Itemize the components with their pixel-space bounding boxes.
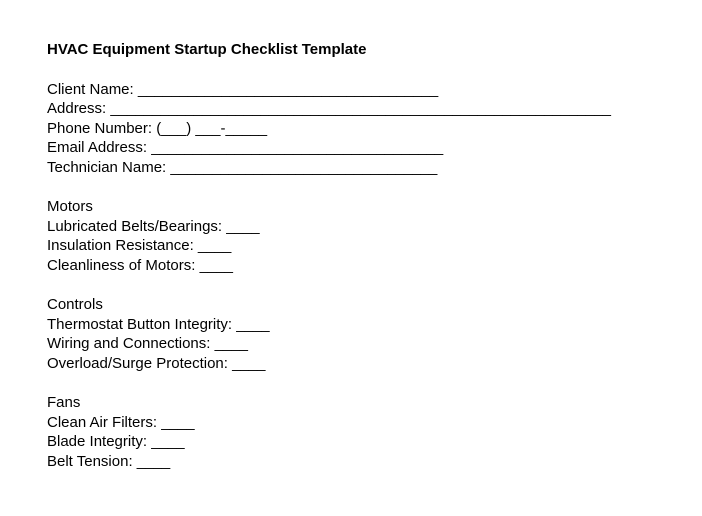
field-row-email-address [47,138,672,158]
contact-fields [47,80,672,178]
checklist-item-label: Thermostat Button Integrity: [47,315,233,333]
section-controls [47,295,672,373]
checklist-item-blank: ____ [151,433,185,450]
field-label-phone-number: Phone Number: [47,119,153,137]
checklist-item-blank: ____ [236,315,270,333]
section-motors [47,197,672,275]
checklist-item [47,256,672,276]
checklist-item-blank: ____ [197,237,232,254]
checklist-item-blank: ____ [161,413,195,431]
checklist-item-blank: ____ [214,335,248,352]
checklist-item [47,452,672,472]
field-blank-client-name: ____________________________________ [137,80,439,98]
checklist-item-blank: ____ [226,217,260,235]
checklist-item-blank: ____ [232,354,266,372]
section-heading-fans: Fans [47,394,81,411]
field-label-technician-name: Technician Name: [47,158,167,176]
checklist-item-label: Cleanliness of Motors: [47,256,196,274]
document-title: HVAC Equipment Startup Checklist Template [47,41,367,58]
checklist-item-label: Overload/Surge Protection: [47,354,228,372]
field-label-client-name: Client Name: [47,80,134,98]
checklist-item-label: Wiring and Connections: [47,335,211,352]
field-row-phone-number [47,119,672,139]
checklist-item-label: Clean Air Filters: [47,413,158,431]
checklist-item-label: Lubricated Belts/Bearings: [47,217,223,235]
checklist-item [47,315,672,335]
field-label-address: Address: [47,100,107,117]
field-blank-email-address: ___________________________________ [151,139,444,156]
field-blank-technician-name: ________________________________ [170,158,438,176]
section-heading-motors: Motors [47,198,93,215]
checklist-item [47,354,672,374]
field-label-email-address: Email Address: [47,139,148,156]
checklist-item-label: Blade Integrity: [47,433,148,450]
checklist-item-label: Belt Tension: [47,452,133,470]
checklist-item-blank: ____ [199,256,233,274]
checklist-item [47,334,672,354]
field-row-address [47,99,672,119]
checklist-item [47,217,672,237]
section-heading-controls: Controls [47,296,103,313]
checklist-item [47,236,672,256]
field-blank-phone-number: (___) ___-_____ [156,119,268,137]
checklist-item [47,413,672,433]
checklist-item-blank: ____ [136,452,171,470]
section-fans [47,393,672,471]
field-blank-address: ____________________________________________________________ [110,100,611,117]
checklist-item-label: Insulation Resistance: [47,237,194,254]
checklist-item [47,432,672,452]
field-row-client-name [47,80,672,100]
field-row-technician-name [47,158,672,178]
